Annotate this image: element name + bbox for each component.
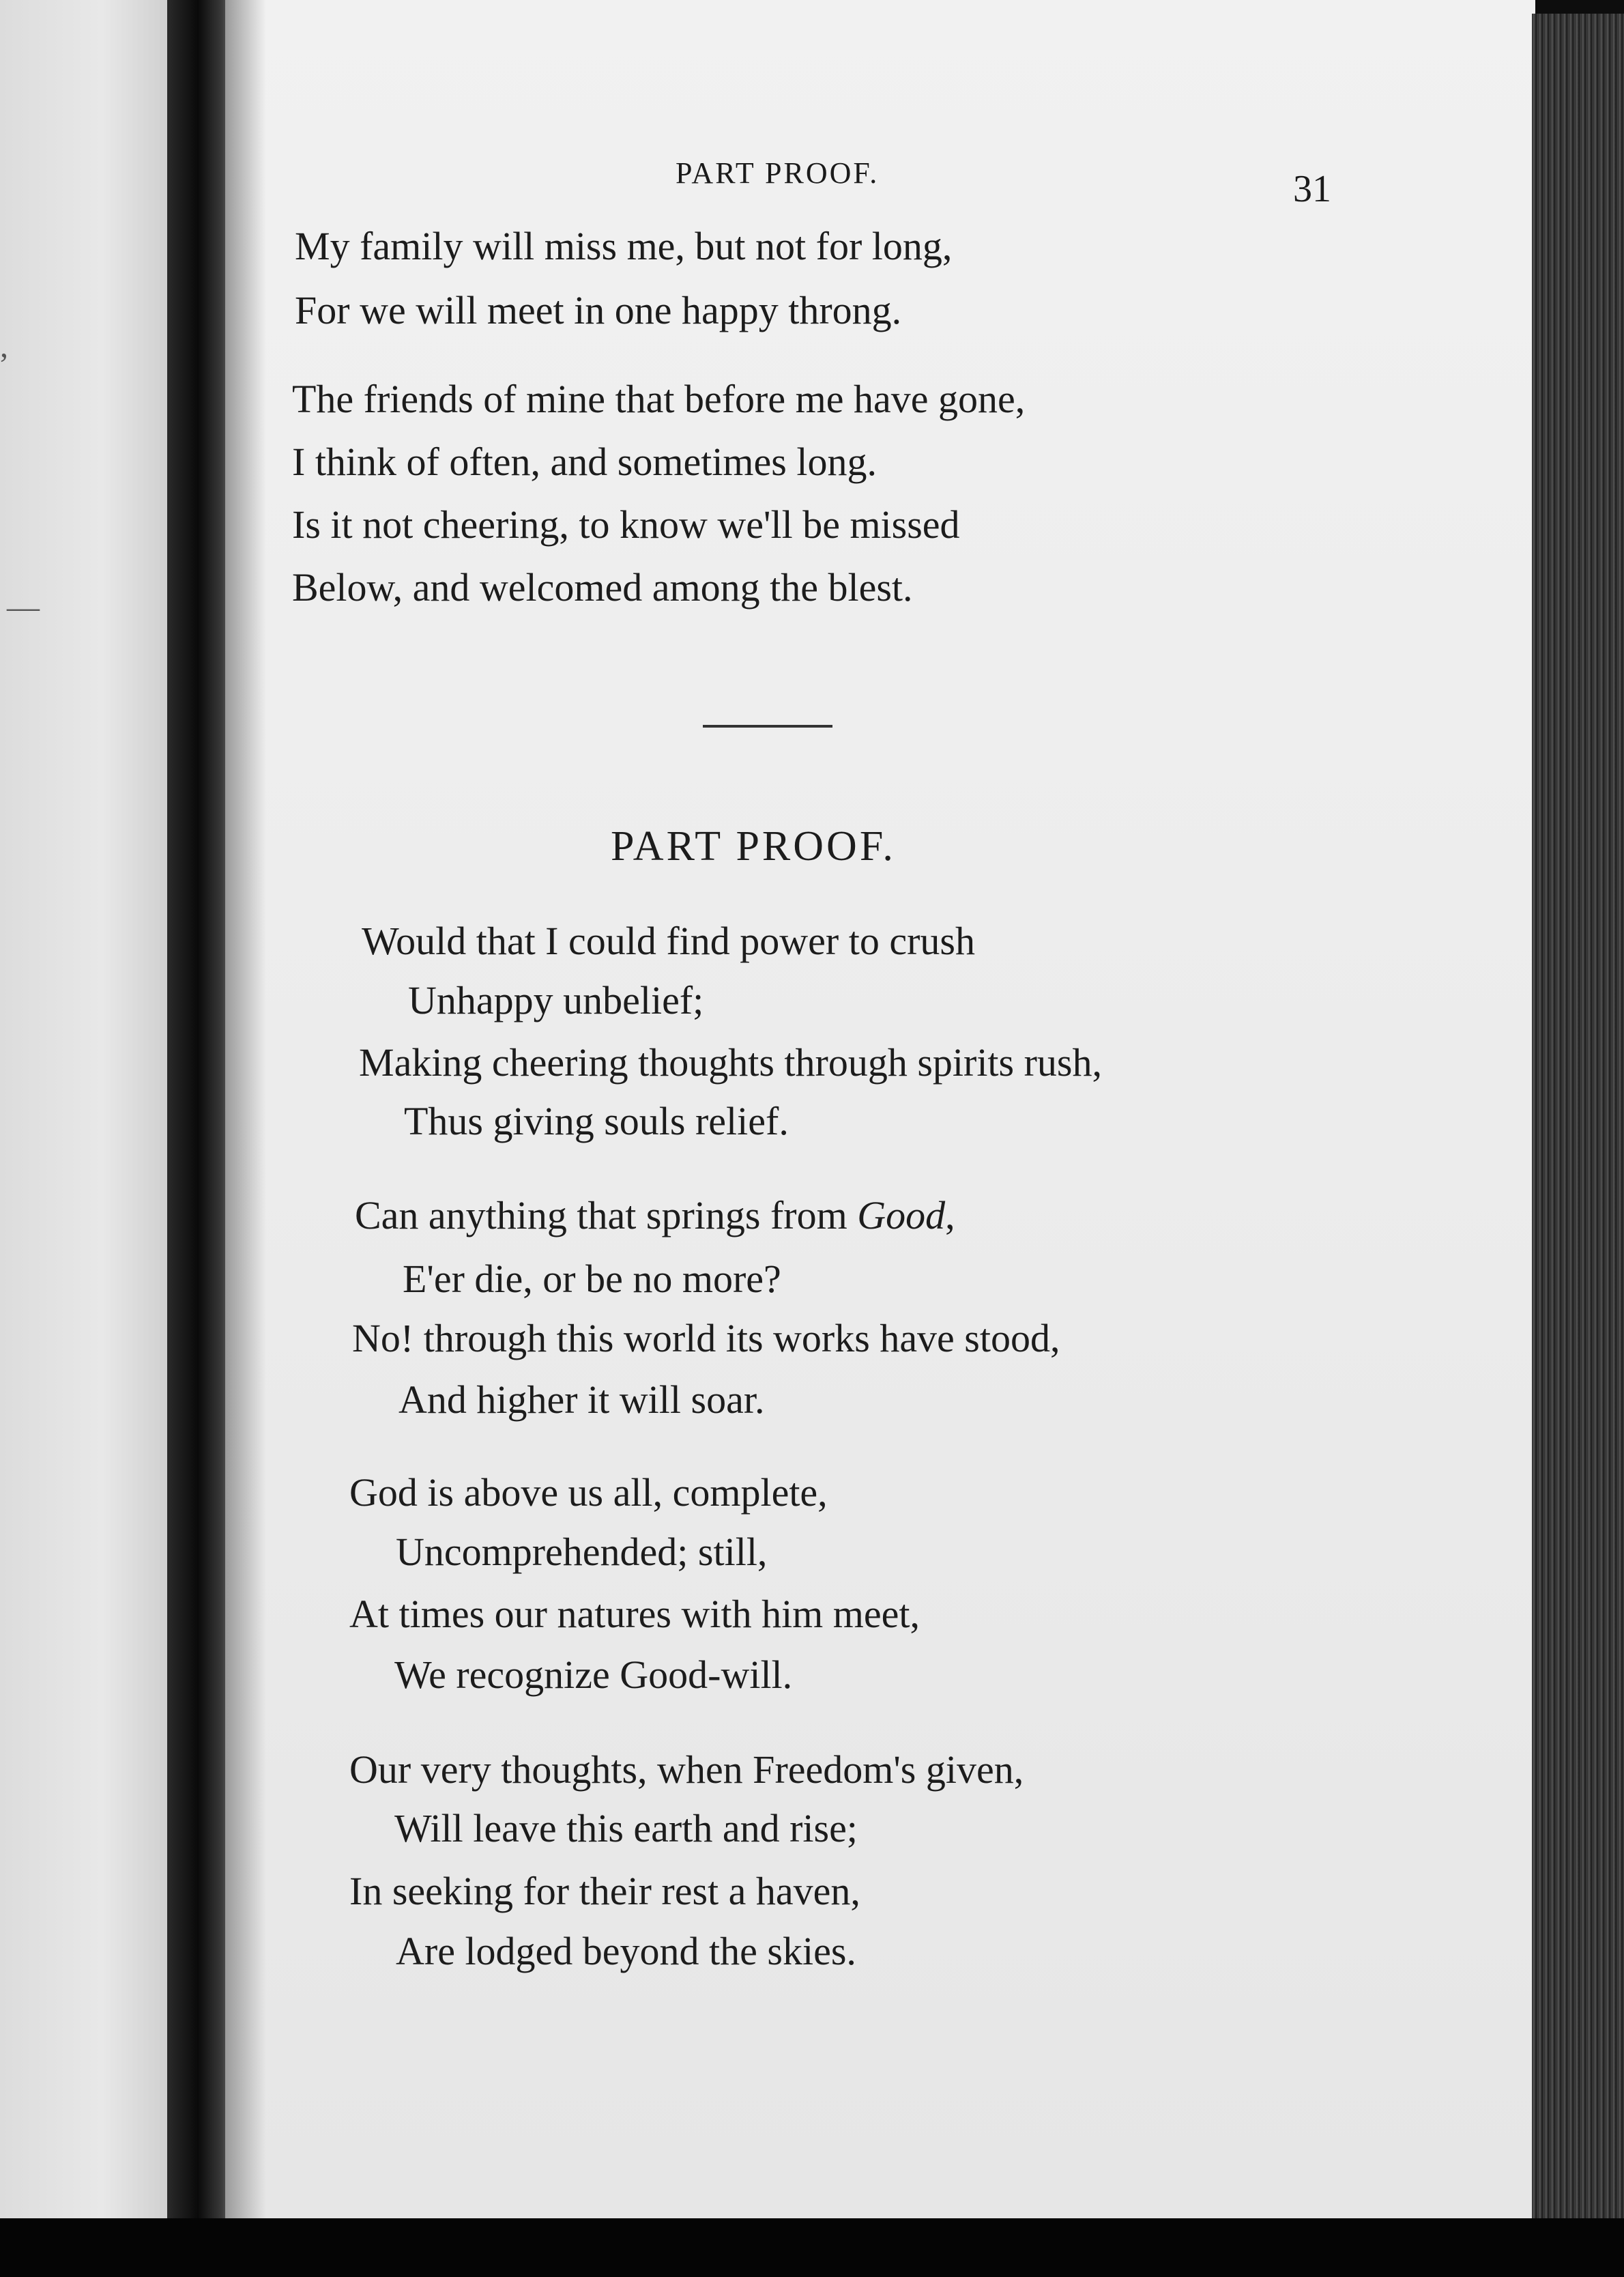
poem-line: God is above us all, complete, [349, 1470, 828, 1515]
facing-page-mark: , [0, 328, 8, 364]
poem-line: The friends of mine that before me have gone, [292, 377, 1026, 421]
poem-line: We recognize Good-will. [394, 1652, 793, 1697]
section-divider [703, 725, 832, 728]
facing-page-mark: — [7, 589, 40, 625]
poem-line: Thus giving souls relief. [404, 1099, 789, 1143]
page-number: 31 [1293, 168, 1331, 210]
poem-line: Unhappy unbelief; [408, 978, 704, 1022]
poem-line: Our very thoughts, when Freedom's given, [349, 1747, 1024, 1792]
poem-line: And higher it will soar. [398, 1377, 765, 1422]
poem-line-text: Can anything that springs from [355, 1193, 858, 1237]
poem-line: In seeking for their rest a haven, [349, 1869, 860, 1913]
poem-line-punctuation: , [945, 1193, 955, 1237]
poem-line: Below, and welcomed among the blest. [292, 565, 913, 610]
poem-line: For we will meet in one happy throng. [295, 288, 902, 332]
poem-line: Would that I could find power to crush [362, 919, 975, 963]
poem-line: Uncomprehended; still, [396, 1530, 768, 1574]
poem-line: At times our natures with him meet, [349, 1592, 920, 1636]
poem-line: Is it not cheering, to know we'll be missed [292, 502, 960, 547]
poem-line: Will leave this earth and rise; [394, 1806, 858, 1850]
poem-line: E'er die, or be no more? [403, 1257, 781, 1301]
running-head: PART PROOF. [676, 156, 880, 190]
poem-line [355, 1193, 955, 1237]
poem-line: Making cheering thoughts through spirits rush, [359, 1040, 1103, 1085]
poem-line-italic-word: Good [857, 1193, 946, 1237]
poem-line: No! through this world its works have stood, [352, 1316, 1060, 1360]
poem-line: Are lodged beyond the skies. [396, 1929, 856, 1973]
poem-line: My family will miss me, but not for long, [295, 224, 953, 268]
poem-title: PART PROOF. [611, 823, 896, 870]
poem-line: I think of often, and sometimes long. [292, 440, 877, 484]
